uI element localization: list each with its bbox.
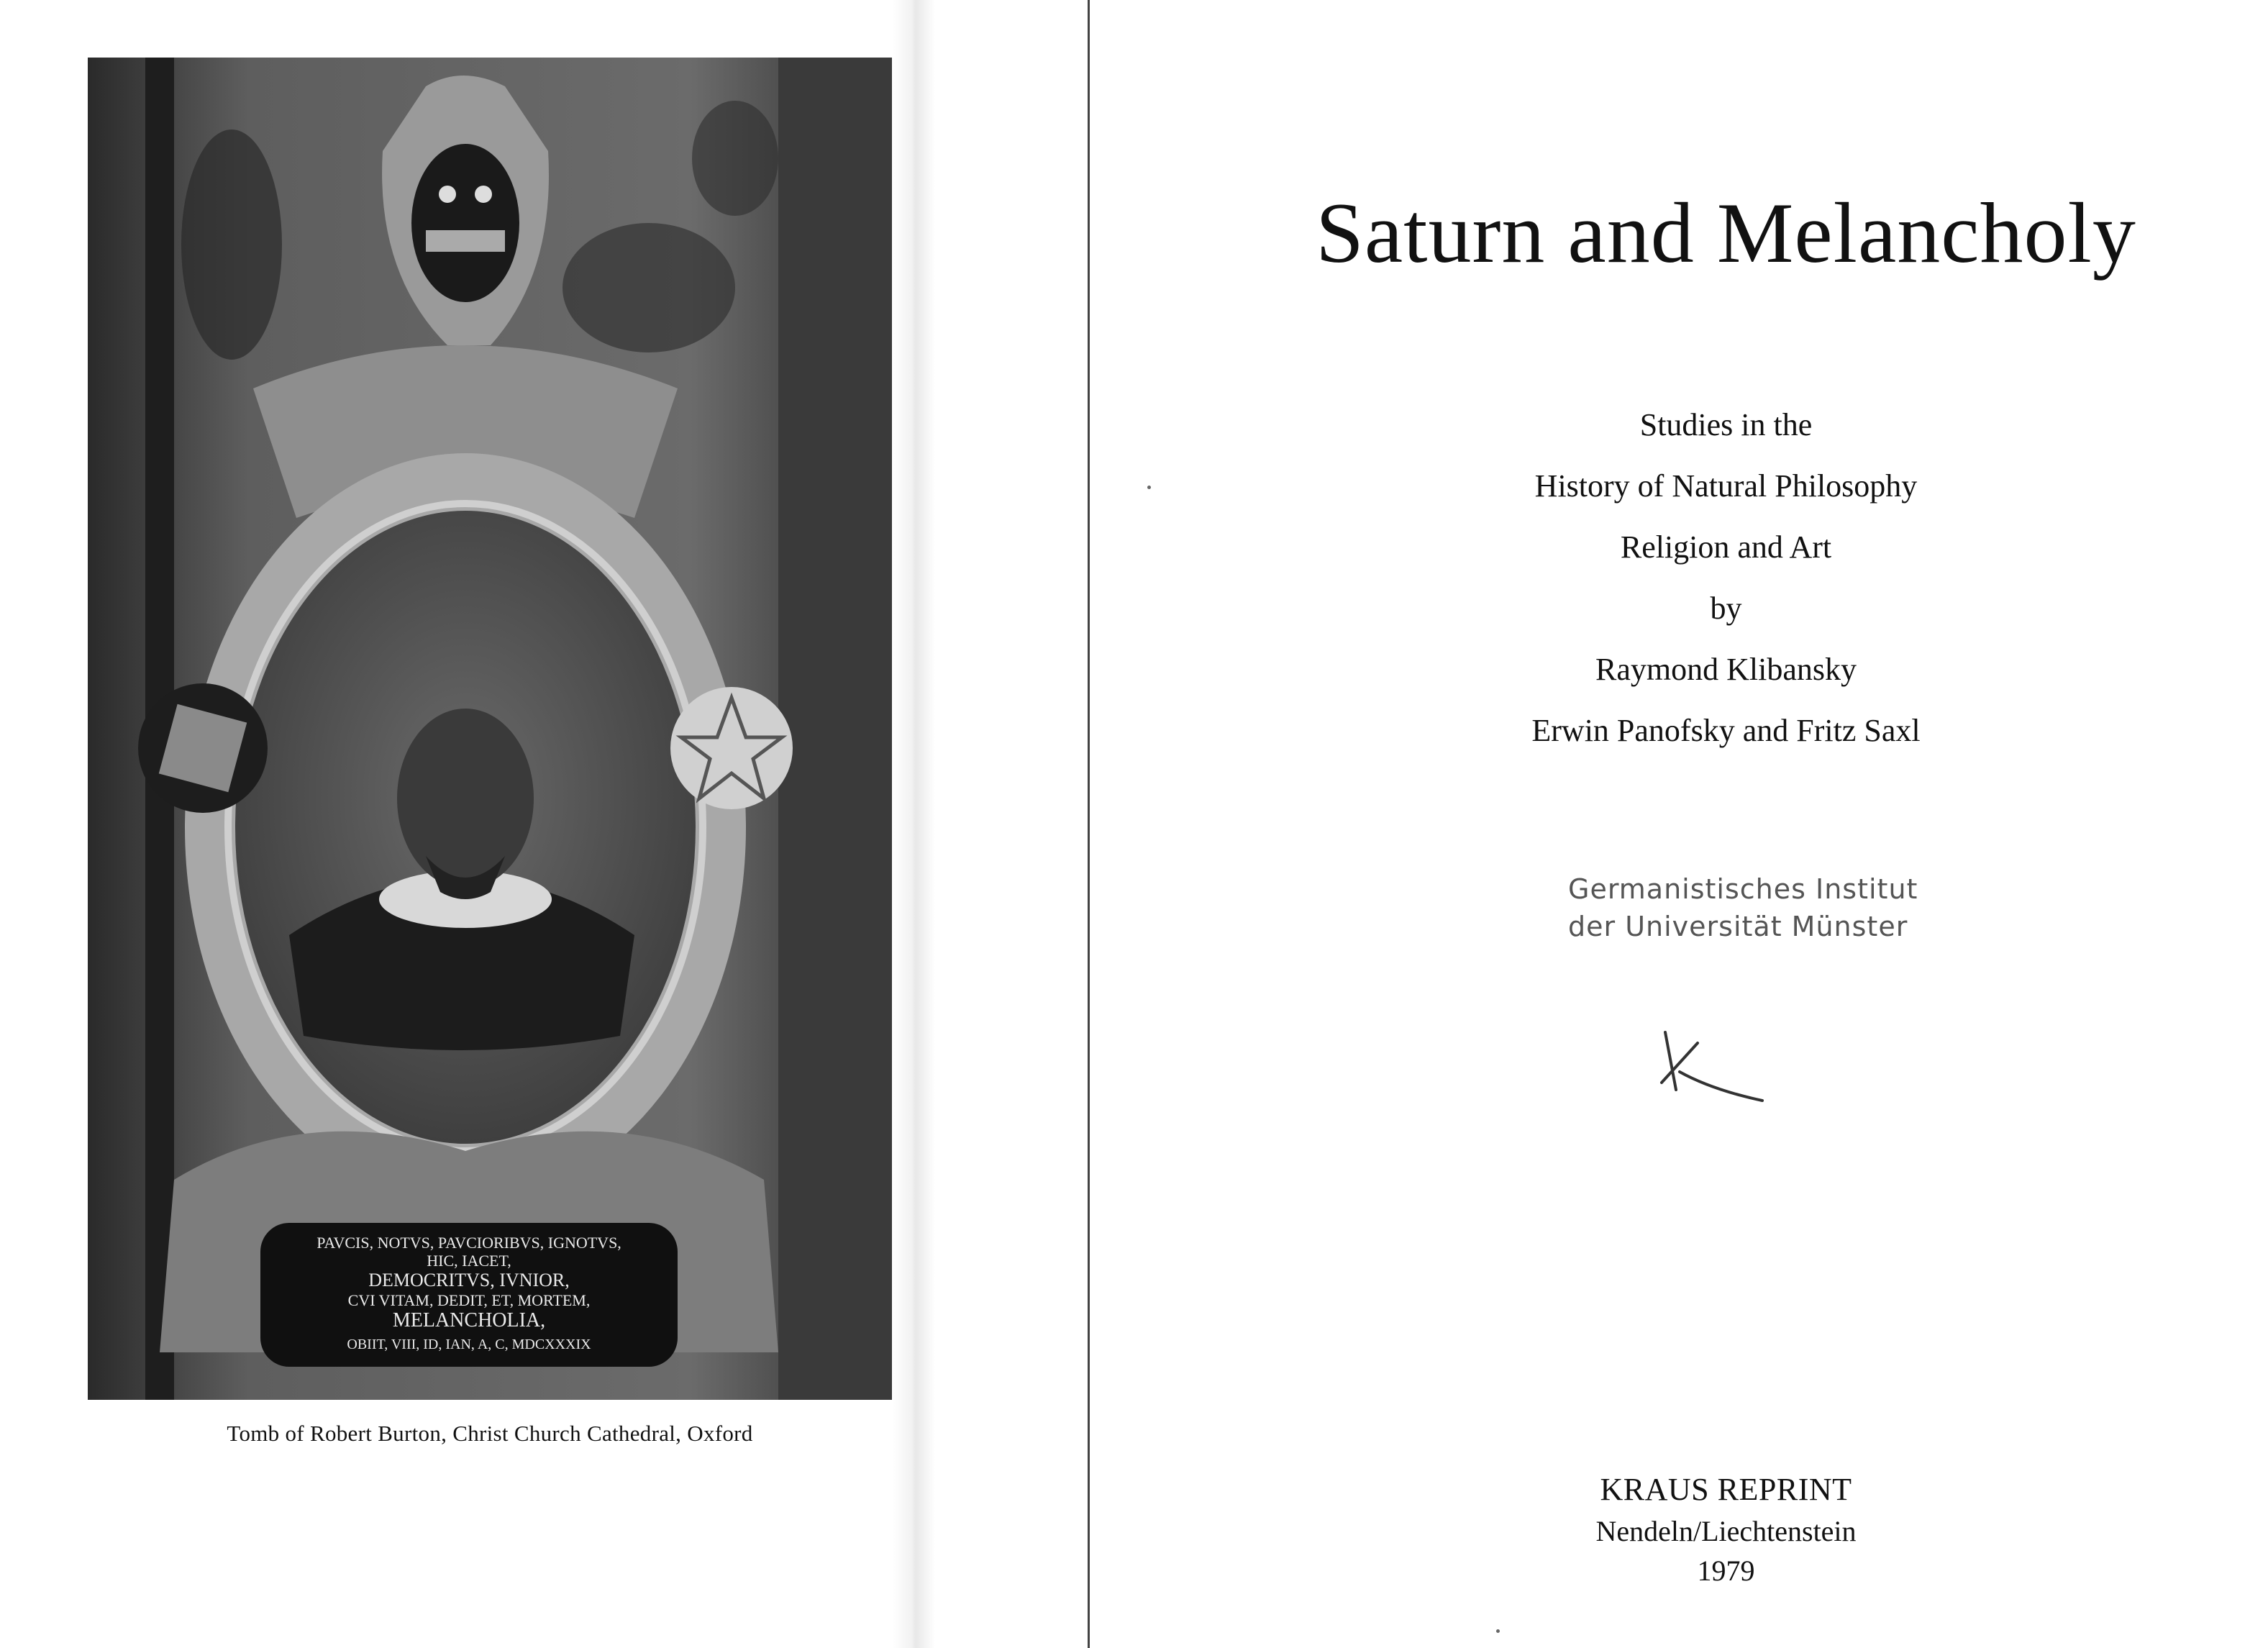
subtitle-line-2: History of Natural Philosophy xyxy=(1534,468,1918,504)
handwritten-k-mark xyxy=(1647,1021,1777,1108)
stamp-line-1: Germanistisches Institut xyxy=(1568,873,1918,905)
plate-caption: Tomb of Robert Burton, Christ Church Cathedral, Oxford xyxy=(227,1421,753,1446)
inscription-line-1: PAVCIS, NOTVS, PAVCIORIBVS, IGNOTVS, xyxy=(316,1234,621,1252)
inscription-line-6: OBIIT, VIII, ID, IAN, A, C, MDCXXXIX xyxy=(347,1337,591,1352)
publication-year: 1979 xyxy=(1697,1554,1755,1587)
left-page xyxy=(0,0,1086,1648)
subtitle-line-1: Studies in the xyxy=(1639,407,1813,442)
inscription-line-2: HIC, IACET, xyxy=(427,1252,511,1270)
subtitle-line-3: Religion and Art xyxy=(1620,529,1832,565)
frontispiece-photo xyxy=(88,58,892,1400)
inscription-line-4: CVI VITAM, DEDIT, ET, MORTEM, xyxy=(347,1291,591,1309)
scan-speck xyxy=(1496,1629,1500,1633)
inscription-line-3: DEMOCRITVS, IVNIOR, xyxy=(368,1270,570,1290)
binding-line xyxy=(1088,0,1090,1648)
right-page xyxy=(1090,0,2268,1648)
stamp-line-2: der Universität Münster xyxy=(1568,911,1908,942)
tomb-monument-image xyxy=(88,58,892,1400)
book-title: Saturn and Melancholy xyxy=(1316,185,2136,281)
publisher-name: KRAUS REPRINT xyxy=(1600,1472,1852,1507)
author-line-1: Raymond Klibansky xyxy=(1595,652,1857,687)
scan-speck xyxy=(1147,486,1151,489)
inscription-line-5: MELANCHOLIA, xyxy=(392,1309,546,1331)
library-stamp xyxy=(1568,870,1918,945)
publisher-place: Nendeln/Liechtenstein xyxy=(1595,1515,1857,1547)
subtitle-line-by: by xyxy=(1710,591,1742,626)
author-line-2: Erwin Panofsky and Fritz Saxl xyxy=(1531,713,1921,748)
